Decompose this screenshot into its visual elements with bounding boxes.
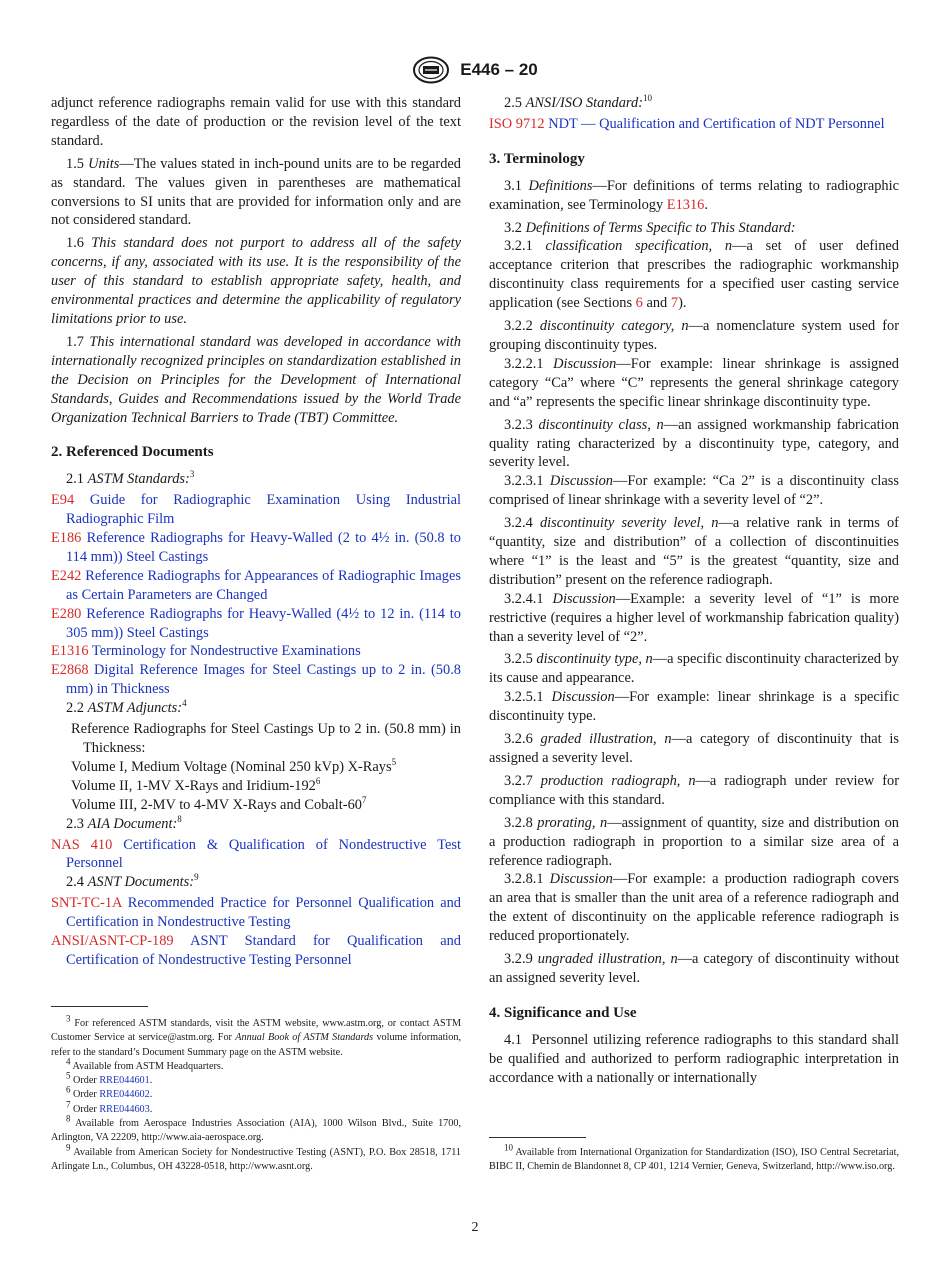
reference-item[interactable]: E2868 Digital Reference Images for Steel Castings up to 2 in. (50.8 mm) in Thickness — [51, 662, 461, 698]
adjunct-paragraph: adjunct reference radiographs remain valid for use with this standard regardless of the date of production or the revision level of the text standard. — [51, 95, 461, 149]
para-3-2-2-1: 3.2.2.1 Discussion—For example: linear shrinkage is assigned category “Ca” where “C” represents the general shrinkage category and “a” represents the specific linear shrinkage discontinuity type. — [489, 355, 899, 410]
para-3-1: 3.1 Definitions—For definitions of terms relating to radiographic examination, see Terminology E1316. — [489, 177, 899, 213]
para-4-1: 4.1 Personnel utilizing reference radiographs to this standard shall be qualified and authorized to perform radiographic interpretation in accordance with a nationally or internationally — [489, 1031, 899, 1086]
footnote-8: $^8$ Available from Aerospace Industries Association (AIA), 1000 Wilson Blvd., Suite 1700, Arlington, VA 22209, http://www.aia-aerospace.org. — [51, 1113, 461, 1144]
reference-item[interactable]: E1316 Terminology for Nondestructive Examinations — [51, 643, 361, 660]
para-1-6: 1.6 This standard does not purport to address all of the safety concerns, if any, associated with its use. It is the responsibility of the user of this standard to establish appropriate safety, health, and environmental practices and determine the applicability of regulatory limitations prior to use. — [51, 235, 461, 327]
footnote-5: $^5$ Order RRE044601. — [66, 1070, 153, 1087]
reference-item[interactable]: E280 Reference Radiographs for Heavy-Walled (4½ to 12 in. (114 to 305 mm)) Steel Castings — [51, 605, 461, 641]
page-number: 2 — [471, 1220, 479, 1235]
order-link[interactable]: RRE044603 — [99, 1103, 150, 1115]
reference-item[interactable]: ISO 9712 NDT — Qualification and Certification of NDT Personnel — [489, 115, 885, 132]
para-3-2-5-1: 3.2.5.1 Discussion—For example: linear shrinkage is a specific discontinuity type. — [489, 689, 899, 725]
reference-item[interactable]: E186 Reference Radiographs for Heavy-Walled (2 to 4½ in. (50.8 to 114 mm)) Steel Castings — [51, 530, 461, 565]
reference-item[interactable]: ANSI/ASNT-CP-189 ASNT Standard for Qualification and Certification of Nondestructive Testing Personnel — [51, 933, 461, 968]
section-3-heading: 3. Terminology — [489, 150, 585, 167]
astm-logo-icon — [412, 56, 450, 84]
para-3-2-8: 3.2.8 prorating, n—assignment of quantity, size and distribution on a production radiograph in proportion to a similar size area of a reference radiograph. — [489, 814, 899, 869]
footnote-4: $^4$ Available from ASTM Headquarters. — [66, 1056, 224, 1072]
para-3-2-2: 3.2.2 discontinuity category, n—a nomenclature system used for grouping discontinuity types. — [489, 318, 899, 353]
reference-item[interactable]: NAS 410 Certification & Qualification of Nondestructive Test Personnel — [51, 836, 461, 872]
subsection-2-1: 2.1 ASTM Standards:$^3$ — [66, 469, 195, 488]
standard-designation: E446 – 20 — [460, 60, 538, 79]
subsection-2-3: 2.3 AIA Document:$^8$ — [66, 813, 182, 832]
para-3-2-8-1: 3.2.8.1 Discussion—For example: a production radiograph covers an area that is smaller than the unit area of a reference radiograph and the extent of discontinuity on the applicable reference radiograph is reduced proportionately. — [489, 871, 899, 945]
para-1-5: 1.5 Units—The values stated in inch-pound units are to be regarded as standard. The values given in parentheses are mathematical conversions to SI units that are provided for information only and are not considered standard. — [51, 155, 461, 229]
para-3-2-9: 3.2.9 ungraded illustration, n—a category of discontinuity without an assigned severity level. — [489, 951, 899, 986]
adjunct-volume-2: Volume II, 1-MV X-Rays and Iridium-$192^6$ — [71, 776, 321, 794]
footnote-divider — [489, 1137, 586, 1138]
footnote-divider — [51, 1006, 148, 1007]
footnote-6: $^6$ Order RRE044602. — [66, 1085, 153, 1101]
left-footnotes — [51, 1013, 462, 1174]
para-3-2: 3.2 Definitions of Terms Specific to This Standard: — [504, 219, 796, 236]
para-3-2-3: 3.2.3 discontinuity class, n—an assigned workmanship fabrication quality rating characterized by a discontinuity type, category, and severity level. — [489, 416, 899, 471]
para-3-2-6: 3.2.6 graded illustration, n—a category of discontinuity that is assigned a severity level. — [489, 731, 899, 766]
reference-item[interactable]: SNT-TC-1A Recommended Practice for Personnel Qualification and Certification in Nondestructive Testing — [51, 895, 461, 931]
e1316-link[interactable]: E1316 — [666, 196, 705, 213]
adjunct-intro: Reference Radiographs for Steel Castings Up to 2 in. (50.8 mm) in Thickness: — [71, 721, 461, 756]
subsection-2-4: 2.4 ASNT Documents:$^9$ — [66, 872, 199, 891]
para-3-2-4-1: 3.2.4.1 Discussion—Example: a severity level of “1” is more restrictive (requires a higher level of workmanship fabrication quality) than a severity level of “2”. — [489, 590, 899, 645]
para-3-2-3-1: 3.2.3.1 Discussion—For example: “Ca 2” is a discontinuity class comprised of linear shrinkage with a severity level of “2”. — [489, 473, 899, 509]
adjunct-volume-3: Volume III, 2-MV to 4-MV X-Rays and Cobalt-$60^7$ — [71, 794, 367, 813]
adjunct-volume-1: Volume I, Medium Voltage (Nominal 250 kVp) X-Rays$^5$ — [71, 757, 397, 775]
para-3-2-1: 3.2.1 classification specification, n—a set of user defined acceptance criterion that prescribes the radiographic workmanship discontinuity class requirements for a specified user casting service application (see Sections 6 and 7). — [489, 238, 899, 312]
order-link[interactable]: RRE044601 — [99, 1075, 150, 1087]
footnote-10: $^{10}$ Available from International Organization for Standardization (ISO), ISO Central Secretariat, BIBC II, Chemin de Blandonnet 8, CP 401, 1214 Vernier, Geneva, Switzerland, http://www.iso.org. — [489, 1142, 899, 1173]
reference-item[interactable]: E94 Guide for Radiographic Examination Using Industrial Radiographic Film — [51, 492, 461, 528]
subsection-2-5: 2.5 ANSI/ISO Standard:$^{10}$ — [504, 93, 652, 111]
right-column — [489, 94, 899, 1092]
subsection-2-2: 2.2 ASTM Adjuncts:$^4$ — [66, 698, 187, 717]
section-6-link[interactable]: 6 — [635, 295, 643, 312]
page-header — [0, 56, 950, 84]
para-1-7: 1.7 This international standard was developed in accordance with internationally recognized principles on standardization established in the Decision on Principles for the Development of International Standards, Guides and Recommendations issued by the World Trade Organization Technical Barriers to Trade (TBT) Committee. — [51, 333, 461, 426]
section-7-link[interactable]: 7 — [670, 295, 679, 312]
reference-item[interactable]: E242 Reference Radiographs for Appearances of Radiographic Images as Certain Parameters are Changed — [51, 567, 461, 603]
para-3-2-4: 3.2.4 discontinuity severity level, n—a relative rank in terms of “quantity, size and distribution” of a collection of discontinuities where “1” is the least and “5” is the greatest “quantity, size and distribution” present on the reference radiograph. — [489, 515, 899, 588]
section-4-heading: 4. Significance and Use — [489, 1004, 637, 1021]
footnote-3: $^3$ For referenced ASTM standards, visit the ASTM website, www.astm.org, or contact ASTM Customer Service at service@astm.org. For Annual Book of ASTM Standards volume information, refer to the standard’s Document Summary page on the ASTM website. — [51, 1013, 462, 1058]
para-3-2-5: 3.2.5 discontinuity type, n—a specific discontinuity characterized by its cause and appearance. — [489, 651, 899, 687]
footnote-7: $^7$ Order RRE044603. — [66, 1099, 153, 1115]
para-3-2-7: 3.2.7 production radiograph, n—a radiograph under review for compliance with this standard. — [489, 772, 899, 808]
section-2-heading: 2. Referenced Documents — [51, 444, 214, 461]
left-column — [51, 94, 461, 970]
right-footnotes — [489, 1142, 899, 1175]
order-link[interactable]: RRE044602 — [99, 1089, 150, 1101]
footnote-9: $^9$ Available from American Society for Nondestructive Testing (ASNT), P.O. Box 28518, 1711 Arlingate Ln., Columbus, OH 43228-0518, http://www.asnt.org. — [51, 1142, 462, 1172]
